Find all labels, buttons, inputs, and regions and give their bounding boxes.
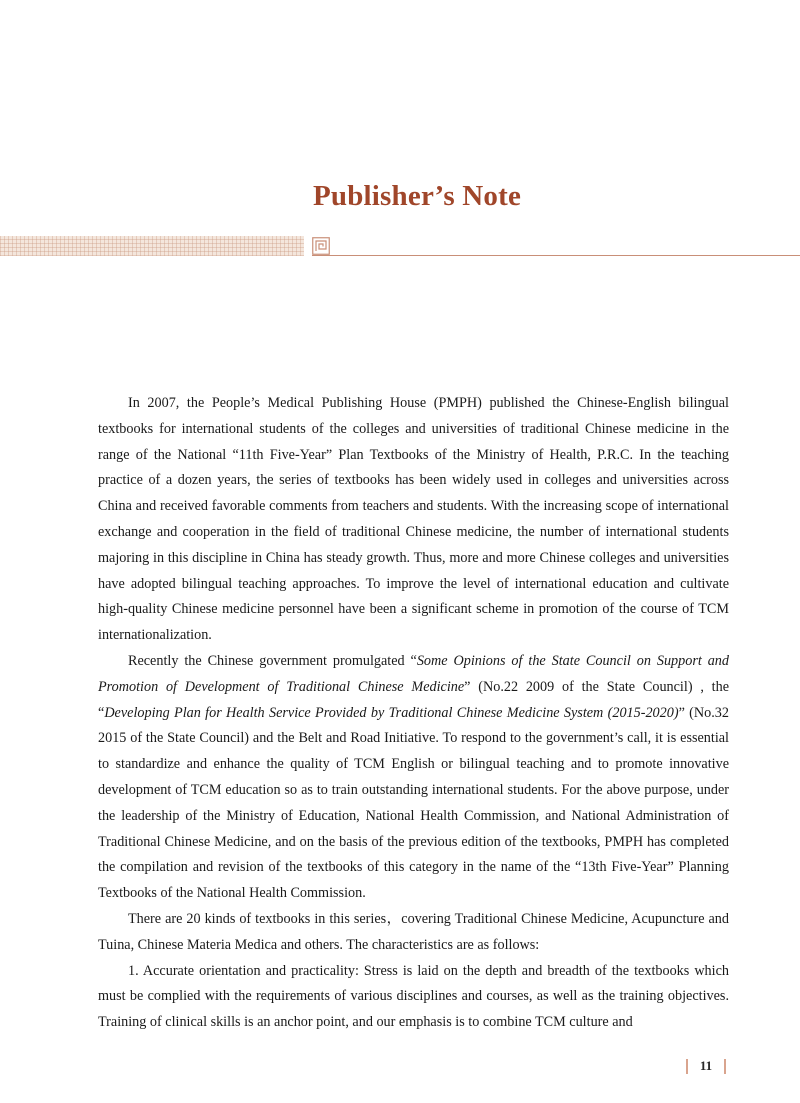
document-title-italic: Some Opinions of the State Council on Support and Promotion of Development of Traditional Chinese Medicine [98,652,729,695]
header-rule [312,255,800,256]
paragraph-2-text: Recently the Chinese government promulgated “ [128,652,417,669]
body-text [98,391,729,1036]
folio-bar-right [724,1059,726,1074]
paragraph-3: There are 20 kinds of textbooks in this series，covering Traditional Chinese Medicine, Acupuncture and Tuina, Chinese Materia Medica and others. The characteristics are as follows: [98,910,729,953]
decorative-pattern-band [0,236,304,256]
page-title: Publisher’s Note [312,180,522,212]
paragraph-1: In 2007, the People’s Medical Publishing House (PMPH) published the Chinese-English bilingual textbooks for international students of the colleges and universities of traditional Chinese medicine in the range of the National “11th Five-Year” Plan Textbooks of the Ministry of Health, P.R.C. In the teaching practice of a dozen years, the series of textbooks has been widely used in colleges and universities across China and received favorable comments from teachers and students. With the increasing scope of international exchange and cooperation in the field of traditional Chinese medicine, the number of international students majoring in this discipline in China has steady growth. Thus, more and more Chinese colleges and universities have adopted bilingual teaching approaches. To improve the level of international education and cultivate high-quality Chinese medicine personnel have been a significant scheme in promotion of the course of TCM internationalization. [98,395,729,644]
page-number: 11 [699,1058,713,1073]
page-number-footer [686,1057,726,1075]
paragraph-2 [98,649,729,907]
fret-ornament-icon [312,237,330,255]
paragraph-2-text: ” (No.22 2009 of the State Council) , the “ [98,678,729,721]
paragraph-4: 1. Accurate orientation and practicality: Stress is laid on the depth and breadth of the textbooks which must be complied with the requirements of various disciplines and courses, as well as the training objectives. Training of clinical skills is an anchor point, and our emphasis is to combine TCM culture and [98,962,729,1031]
document-title-italic: Developing Plan for Health Service Provided by Traditional Chinese Medicine System (2015-2020) [104,704,679,721]
paragraph-2-text: ” (No.32 2015 of the State Council) and the Belt and Road Initiative. To respond to the government’s call, it is essential to standardize and enhance the quality of TCM English or bilingual teaching and to promote innovative development of TCM education so as to train outstanding international students. For the above purpose, under the leadership of the Ministry of Education, National Health Commission, and National Administration of Traditional Chinese Medicine, and on the basis of the previous edition of the textbooks, PMPH has completed the compilation and revision of the textbooks of this category in the name of the “13th Five-Year” Planning Textbooks of the National Health Commission. [98,704,729,902]
